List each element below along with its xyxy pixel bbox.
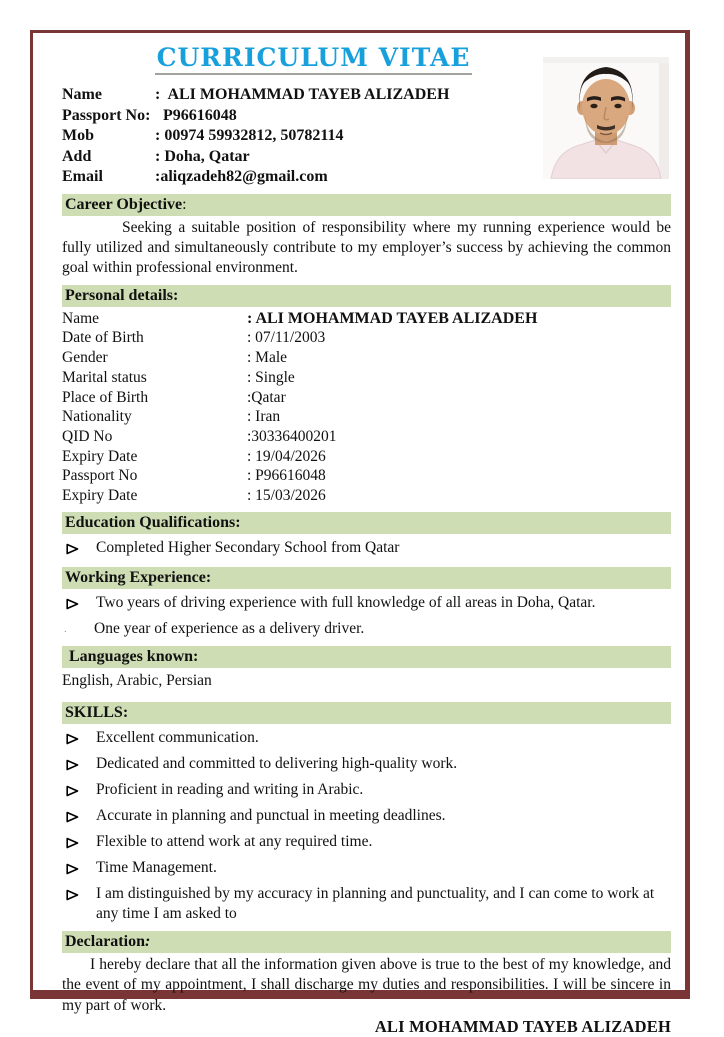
personal-label: Nationality <box>62 408 132 426</box>
declaration-colon: : <box>144 932 151 950</box>
personal-row <box>62 447 671 467</box>
personal-value: : 19/04/2026 <box>247 447 326 465</box>
header-left <box>62 41 535 188</box>
header-field-row <box>62 106 535 127</box>
section-heading-declaration <box>62 931 671 953</box>
page-title-text: CURRICULUM VITAE <box>155 43 473 75</box>
arrow-bullet-icon <box>62 754 96 778</box>
header-field-row <box>62 126 535 147</box>
declaration-text: I hereby declare that all the information given above is true to the best of my knowledge, and the event of my appointment, I shall discharge my duties and responsibilities. I will be sincere in my part of work. <box>62 955 671 1014</box>
personal-row <box>62 466 671 486</box>
personal-label: Expiry Date <box>62 447 138 465</box>
faint-dot-bullet: . <box>64 623 67 636</box>
personal-value: : Single <box>247 368 295 386</box>
header-field-row <box>62 167 535 188</box>
arrow-bullet-icon <box>62 538 96 562</box>
personal-value: : ALI MOHAMMAD TAYEB ALIZADEH <box>247 309 538 327</box>
skills-list <box>62 728 671 925</box>
header-field-label: Email <box>62 168 103 185</box>
list-item-text: I am distinguished by my accuracy in planning and punctuality, and I can come to work at any time I am asked to <box>96 884 655 923</box>
list-item <box>62 593 671 617</box>
personal-row <box>62 368 671 388</box>
applicant-photo-illustration <box>543 57 669 179</box>
personal-value: : 07/11/2003 <box>247 329 326 347</box>
personal-value: : Iran <box>247 408 281 426</box>
section-heading-skills: SKILLS: <box>62 702 671 724</box>
list-item-text: Completed Higher Secondary School from Qatar <box>96 538 400 556</box>
list-item <box>62 728 671 752</box>
career-objective-heading: Career Objective <box>65 195 183 213</box>
personal-details-table <box>62 309 671 506</box>
section-heading-personal-details: Personal details: <box>62 285 671 307</box>
list-item <box>62 619 671 640</box>
signature-name: ALI MOHAMMAD TAYEB ALIZADEH <box>374 1016 671 1036</box>
cv-page <box>30 30 690 1036</box>
list-item-text: Flexible to attend work at any required time. <box>96 832 373 850</box>
declaration-heading: Declaration <box>65 932 145 950</box>
arrow-bullet-icon <box>62 884 96 925</box>
applicant-photo <box>543 57 669 179</box>
personal-label: Passport No <box>62 467 138 485</box>
header-field-value: : Doha, Qatar <box>155 147 250 165</box>
header-field-label: Passport No: <box>62 106 151 124</box>
page-title <box>92 43 535 75</box>
personal-label: Marital status <box>62 368 147 386</box>
personal-label: Name <box>62 309 100 327</box>
personal-label: QID No <box>62 427 113 445</box>
arrow-bullet-icon <box>62 780 96 804</box>
languages-text: English, Arabic, Persian <box>62 671 212 689</box>
personal-label: Gender <box>62 349 108 367</box>
section-heading-education: Education Qualifications: <box>62 512 671 534</box>
personal-row <box>62 407 671 427</box>
header-field-value: P96616048 <box>155 106 237 124</box>
list-item-text: Two years of driving experience with full knowledge of all areas in Doha, Qatar. <box>96 594 596 612</box>
header-field-row <box>62 147 535 168</box>
personal-label: Place of Birth <box>62 388 149 406</box>
personal-value: :30336400201 <box>247 427 337 445</box>
list-item-text: Proficient in reading and writing in Arabic. <box>96 780 364 798</box>
personal-value: : 15/03/2026 <box>247 487 326 505</box>
list-item-text: Excellent communication. <box>96 728 259 746</box>
career-objective-text: Seeking a suitable position of responsibility where my running experience would be fully utilized and simultaneously contribute to my employer’s success by achieving the common goal within professional environment. <box>62 218 671 277</box>
education-list <box>62 538 671 562</box>
arrow-bullet-icon <box>62 832 96 856</box>
personal-value: : Male <box>247 349 288 367</box>
personal-row <box>62 328 671 348</box>
list-item <box>62 858 671 882</box>
personal-row <box>62 348 671 368</box>
header-field-value: :aliqzadeh82@gmail.com <box>155 168 328 185</box>
header-field-value: : ALI MOHAMMAD TAYEB ALIZADEH <box>155 86 450 103</box>
personal-row <box>62 486 671 506</box>
section-heading-career-objective <box>62 194 671 216</box>
arrow-bullet-icon <box>62 858 96 882</box>
list-item-text: Dedicated and committed to delivering high-quality work. <box>96 754 458 772</box>
list-item <box>62 538 671 562</box>
personal-value: :Qatar <box>247 388 286 406</box>
experience-list <box>62 593 671 640</box>
section-heading-working-experience: Working Experience: <box>62 567 671 589</box>
list-item <box>62 832 671 856</box>
personal-row <box>62 388 671 408</box>
header-field-label: Add <box>62 147 92 165</box>
personal-label: Date of Birth <box>62 329 144 347</box>
header-field-label: Mob <box>62 127 94 144</box>
arrow-bullet-icon <box>62 728 96 752</box>
list-item-text: Accurate in planning and punctual in meeting deadlines. <box>96 806 446 824</box>
header-field-value: : 00974 59932812, 50782114 <box>155 127 344 144</box>
career-objective-colon: : <box>182 195 187 213</box>
personal-label: Expiry Date <box>62 487 138 505</box>
header-field-label: Name <box>62 86 102 103</box>
arrow-bullet-icon <box>62 806 96 830</box>
arrow-bullet-icon <box>62 593 96 617</box>
personal-row <box>62 427 671 447</box>
list-item-text: Time Management. <box>96 858 217 876</box>
section-heading-languages: Languages known: <box>62 646 671 668</box>
personal-value: : P96616048 <box>247 467 326 485</box>
personal-row <box>62 309 671 329</box>
header <box>62 41 671 188</box>
list-item <box>62 884 671 925</box>
list-item <box>62 754 671 778</box>
list-item <box>62 780 671 804</box>
list-item <box>62 806 671 830</box>
list-item-text: One year of experience as a delivery driver. <box>94 620 365 638</box>
header-field-row <box>62 85 535 106</box>
